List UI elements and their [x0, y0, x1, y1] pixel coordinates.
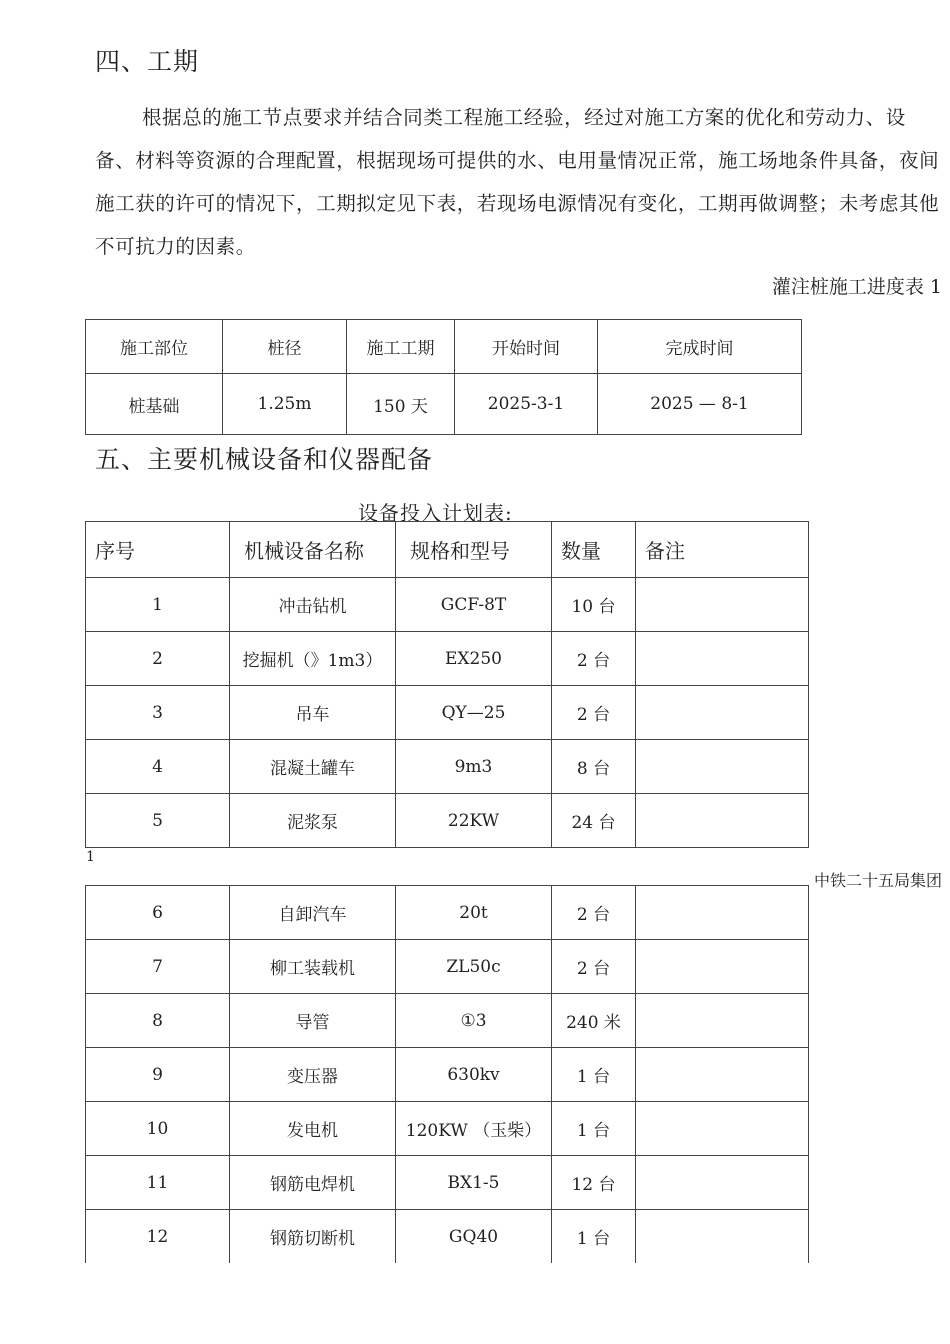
- table-cell: [636, 1156, 809, 1210]
- table-cell: 3: [86, 686, 230, 740]
- table-cell: 1: [86, 578, 230, 632]
- schedule-table-caption: 灌注桩施工进度表 1: [771, 276, 942, 298]
- table-cell: 7: [86, 940, 230, 994]
- table-row: [86, 374, 802, 435]
- table-cell: 2 台: [552, 632, 636, 686]
- table-header-cell: 施工部位: [86, 320, 223, 374]
- table-cell: QY—25: [396, 686, 552, 740]
- table-cell: 混凝土罐车: [230, 740, 396, 794]
- table-row: [86, 1210, 809, 1264]
- table-header-cell: 备注: [636, 522, 809, 578]
- table-header-row: [86, 320, 802, 374]
- table-row: [86, 578, 809, 632]
- table-cell: 钢筋电焊机: [230, 1156, 396, 1210]
- table-cell: 1.25m: [223, 374, 347, 435]
- paragraph-text: 根据总的施工节点要求并结合同类工程施工经验，经过对施工方案的优化和劳动力、设备、材料等资源的合理配置，根据现场可提供的水、电用量情况正常，施工场地条件具备，夜间施工获的许可的情况下，工期拟定见下表，若现场电源情况有变化，工期再做调整；未考虑其他不可抗力的因素。: [95, 106, 940, 258]
- table-cell: [636, 632, 809, 686]
- table-cell: 10: [86, 1102, 230, 1156]
- table-header-cell: 开始时间: [455, 320, 598, 374]
- table-header-cell: 完成时间: [598, 320, 802, 374]
- equipment-table: [85, 521, 809, 848]
- table-cell: 10 台: [552, 578, 636, 632]
- table-cell: 冲击钻机: [230, 578, 396, 632]
- table-cell: 630kv: [396, 1048, 552, 1102]
- table-cell: EX250: [396, 632, 552, 686]
- table-cell: 泥浆泵: [230, 794, 396, 848]
- table-row: [86, 940, 809, 994]
- table-cell: 挖掘机（》1m3）: [230, 632, 396, 686]
- table-cell: 2025-3-1: [455, 374, 598, 435]
- table-cell: 5: [86, 794, 230, 848]
- table-row: [86, 994, 809, 1048]
- table-row: [86, 794, 809, 848]
- table-cell: 6: [86, 886, 230, 940]
- table-cell: [636, 794, 809, 848]
- table-row: [86, 632, 809, 686]
- table-cell: 12: [86, 1210, 230, 1264]
- table-row: [86, 1156, 809, 1210]
- table-header-cell: 序号: [86, 522, 230, 578]
- table-cell: 1 台: [552, 1102, 636, 1156]
- table-row: [86, 886, 809, 940]
- table-row: [86, 1102, 809, 1156]
- table-cell: [636, 740, 809, 794]
- table-cell: 2 台: [552, 686, 636, 740]
- table-cell: 导管: [230, 994, 396, 1048]
- table-cell: 11: [86, 1156, 230, 1210]
- table-cell: ZL50c: [396, 940, 552, 994]
- table-cell: GQ40: [396, 1210, 552, 1264]
- table-header-cell: 规格和型号: [396, 522, 552, 578]
- table-header-cell: 桩径: [223, 320, 347, 374]
- table-header-cell: 机械设备名称: [230, 522, 396, 578]
- table-cell: 240 米: [552, 994, 636, 1048]
- table-cell: [636, 1102, 809, 1156]
- table-cell: 2025 — 8-1: [598, 374, 802, 435]
- table-cell: ①3: [396, 994, 552, 1048]
- table-cell: [636, 578, 809, 632]
- table-cell: 钢筋切断机: [230, 1210, 396, 1264]
- section-4-title: 四、工期: [95, 47, 200, 76]
- table-cell: [636, 940, 809, 994]
- table-cell: 8: [86, 994, 230, 1048]
- table-cell: 24 台: [552, 794, 636, 848]
- table-cell: 4: [86, 740, 230, 794]
- table-cell: 12 台: [552, 1156, 636, 1210]
- table-cell: 发电机: [230, 1102, 396, 1156]
- table-row: [86, 686, 809, 740]
- table-cell: 柳工装载机: [230, 940, 396, 994]
- table-cell: 自卸汽车: [230, 886, 396, 940]
- equipment-table-continued: [85, 885, 809, 1263]
- table-cell: 8 台: [552, 740, 636, 794]
- table-cell: 1 台: [552, 1210, 636, 1264]
- table-cell: 9: [86, 1048, 230, 1102]
- table-cell: [636, 994, 809, 1048]
- table-cell: 22KW: [396, 794, 552, 848]
- table-cell: 20t: [396, 886, 552, 940]
- table-header-cell: 施工工期: [347, 320, 455, 374]
- table-cell: 2 台: [552, 940, 636, 994]
- table-cell: GCF-8T: [396, 578, 552, 632]
- table-row: [86, 1048, 809, 1102]
- section-5-title: 五、主要机械设备和仪器配备: [95, 445, 434, 474]
- table-cell: 桩基础: [86, 374, 223, 435]
- table-cell: 150 天: [347, 374, 455, 435]
- table-cell: 120KW （玉柴）: [396, 1102, 552, 1156]
- table-cell: 9m3: [396, 740, 552, 794]
- section-4-paragraph: [95, 96, 943, 268]
- equipment-table-caption: 设备投入计划表:: [358, 501, 513, 525]
- table-cell: BX1-5: [396, 1156, 552, 1210]
- table-row: [86, 740, 809, 794]
- company-header: 中铁二十五局集团: [813, 871, 942, 890]
- table-header-row: [86, 522, 809, 578]
- table-cell: 2: [86, 632, 230, 686]
- table-cell: [636, 1048, 809, 1102]
- table-header-cell: 数量: [552, 522, 636, 578]
- table-cell: 吊车: [230, 686, 396, 740]
- page-number: 1: [86, 849, 95, 865]
- table-cell: [636, 686, 809, 740]
- table-cell: 2 台: [552, 886, 636, 940]
- table-cell: [636, 886, 809, 940]
- schedule-table: [85, 319, 802, 435]
- table-cell: 1 台: [552, 1048, 636, 1102]
- table-cell: 变压器: [230, 1048, 396, 1102]
- table-cell: [636, 1210, 809, 1264]
